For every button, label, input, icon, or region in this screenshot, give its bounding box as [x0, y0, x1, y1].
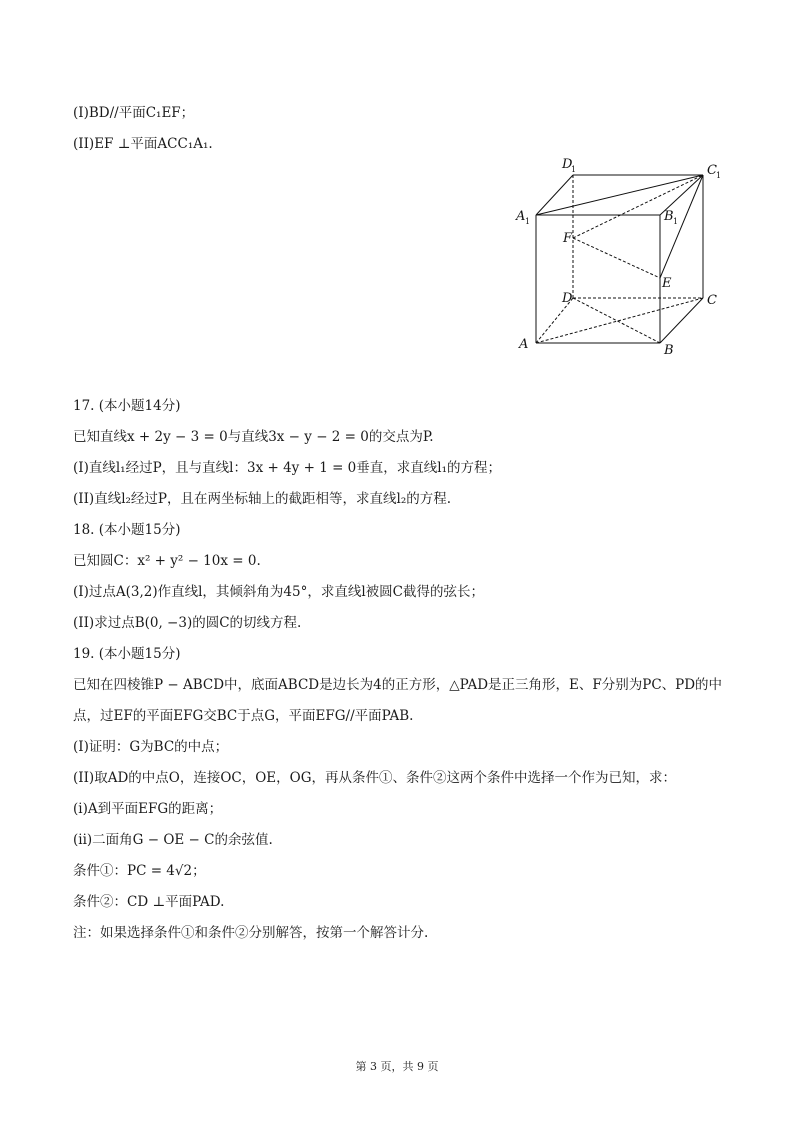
segment-F-E	[573, 238, 660, 278]
cube-figure	[505, 150, 730, 365]
text-line-8: 已知圆C：x² + y² − 10x = 0.	[73, 553, 261, 569]
label-C1: C	[707, 163, 717, 178]
label-C1-sub: 1	[716, 171, 722, 180]
text-line-5: (I)直线l₁经过P，且与直线l：3x + 4y + 1 = 0垂直，求直线l₁的方程；	[73, 460, 502, 476]
text-line-7: 18. (本小题15分)	[73, 522, 181, 538]
label-A: A	[519, 337, 529, 352]
label-E: E	[662, 276, 672, 291]
segment-C1-E	[660, 175, 703, 278]
segment-F-C1	[573, 175, 703, 238]
text-line-16: (i)A到平面EFG的距离；	[73, 801, 223, 817]
segment-B-D	[573, 298, 660, 343]
edge-A1-D1	[536, 175, 573, 215]
text-line-13: 点，过EF的平面EFG交BC于点G，平面EFG//平面PAB.	[73, 708, 414, 724]
text-line-20: 注：如果选择条件①和条件②分别解答，按第一个解答计分.	[73, 925, 429, 941]
text-line-10: (II)求过点B(0, −3)的圆C的切线方程.	[73, 615, 302, 631]
text-line-4: 已知直线x + 2y − 3 = 0与直线3x − y − 2 = 0的交点为P.	[73, 429, 434, 445]
text-line-14: (I)证明：G为BC的中点；	[73, 739, 229, 755]
label-D: D	[562, 291, 573, 306]
page-footer: 第 3 页，共 9 页	[355, 1060, 439, 1073]
text-line-6: (II)直线l₂经过P，且在两坐标轴上的截距相等，求直线l₂的方程.	[73, 491, 452, 507]
label-B1-sub: 1	[673, 217, 679, 226]
text-line-9: (I)过点A(3,2)作直线l，其倾斜角为45°，求直线l被圆C截得的弦长；	[73, 584, 485, 600]
label-A1-sub: 1	[525, 217, 531, 226]
segment-A1-C1	[536, 175, 703, 215]
text-line-18: 条件①：PC = 4√2；	[73, 863, 206, 879]
text-line-15: (II)取AD的中点O，连接OC，OE，OG，再从条件①、条件②这两个条件中选择一个作为已知，求：	[73, 770, 677, 786]
label-D1-sub: 1	[571, 165, 577, 174]
label-B: B	[664, 343, 674, 358]
text-line-17: (ii)二面角G − OE − C的余弦值.	[73, 832, 273, 848]
text-line-3: 17. (本小题14分)	[73, 398, 181, 414]
text-line-19: 条件②：CD ⊥平面PAD.	[73, 894, 225, 910]
text-line-2: (II)EF ⊥平面ACC₁A₁.	[73, 136, 213, 152]
text-line-1: (I)BD//平面C₁EF；	[73, 105, 195, 121]
text-line-11: 19. (本小题15分)	[73, 646, 181, 662]
label-C: C	[707, 293, 717, 308]
text-line-12: 已知在四棱锥P − ABCD中，底面ABCD是边长为4的正方形，△PAD是正三角形，E、F分别为PC、PD的中	[73, 677, 723, 693]
label-D1: D	[562, 157, 573, 172]
edge-B-C	[660, 298, 703, 343]
label-A1: A	[516, 209, 526, 224]
label-B1: B	[664, 209, 674, 224]
label-F: F	[563, 231, 573, 246]
